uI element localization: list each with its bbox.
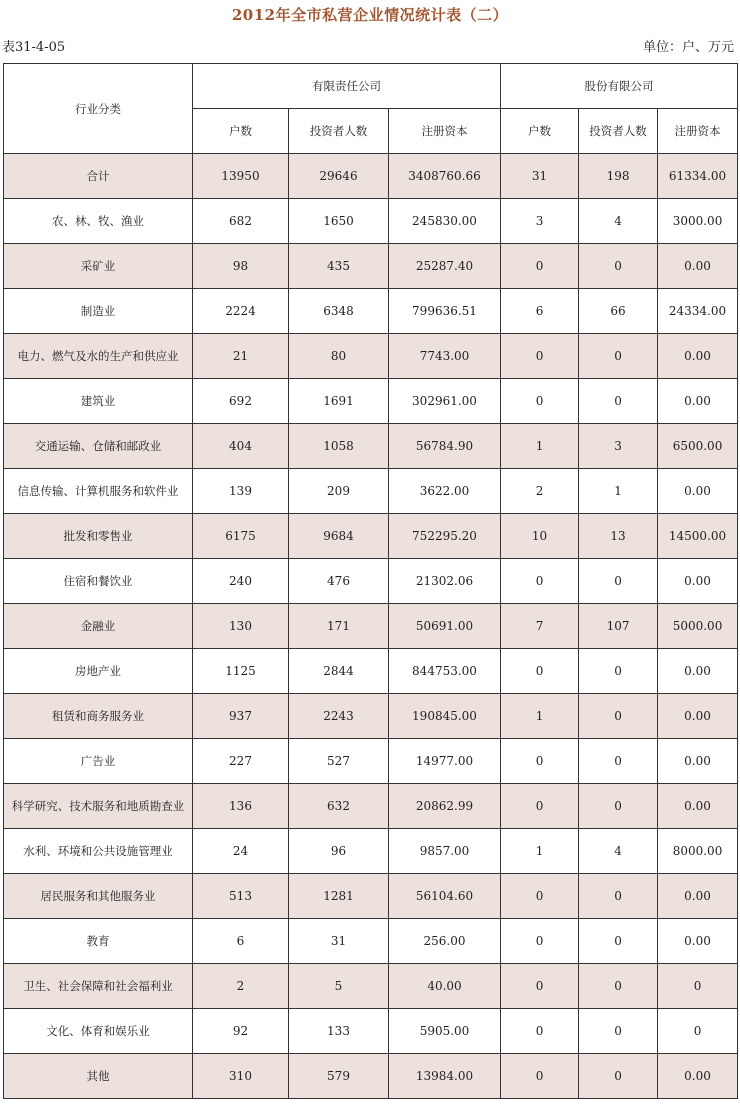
header-group-joint-stock: 股份有限公司 (501, 64, 738, 109)
jsc-households-cell: 0 (501, 334, 579, 379)
jsc-investors-cell: 0 (579, 244, 658, 289)
llc-households-cell: 513 (193, 874, 289, 919)
category-cell: 采矿业 (4, 244, 193, 289)
llc-capital-cell: 25287.40 (389, 244, 501, 289)
jsc-investors-cell: 1 (579, 469, 658, 514)
jsc-households-cell: 0 (501, 874, 579, 919)
llc-investors-cell: 1650 (289, 199, 389, 244)
category-cell: 房地产业 (4, 649, 193, 694)
jsc-capital-cell: 0.00 (658, 1054, 738, 1099)
table-row (4, 604, 738, 649)
table-row (4, 154, 738, 199)
llc-households-cell: 98 (193, 244, 289, 289)
jsc-capital-cell: 5000.00 (658, 604, 738, 649)
table-row (4, 784, 738, 829)
table-row (4, 334, 738, 379)
llc-investors-cell: 29646 (289, 154, 389, 199)
category-cell: 文化、体育和娱乐业 (4, 1009, 193, 1054)
jsc-investors-cell: 198 (579, 154, 658, 199)
llc-capital-cell: 799636.51 (389, 289, 501, 334)
llc-investors-cell: 1691 (289, 379, 389, 424)
table-row (4, 649, 738, 694)
jsc-households-cell: 0 (501, 559, 579, 604)
llc-capital-cell: 3622.00 (389, 469, 501, 514)
llc-households-cell: 136 (193, 784, 289, 829)
llc-investors-cell: 1058 (289, 424, 389, 469)
header-llc-capital: 注册资本 (389, 109, 501, 154)
category-cell: 广告业 (4, 739, 193, 784)
llc-households-cell: 92 (193, 1009, 289, 1054)
llc-capital-cell: 40.00 (389, 964, 501, 1009)
jsc-households-cell: 31 (501, 154, 579, 199)
llc-households-cell: 24 (193, 829, 289, 874)
jsc-households-cell: 0 (501, 964, 579, 1009)
category-cell: 建筑业 (4, 379, 193, 424)
llc-households-cell: 130 (193, 604, 289, 649)
jsc-investors-cell: 4 (579, 829, 658, 874)
jsc-investors-cell: 0 (579, 1054, 658, 1099)
category-cell: 水利、环境和公共设施管理业 (4, 829, 193, 874)
jsc-investors-cell: 0 (579, 649, 658, 694)
jsc-households-cell: 1 (501, 694, 579, 739)
jsc-households-cell: 1 (501, 829, 579, 874)
llc-capital-cell: 20862.99 (389, 784, 501, 829)
jsc-households-cell: 10 (501, 514, 579, 559)
category-cell: 住宿和餐饮业 (4, 559, 193, 604)
llc-investors-cell: 171 (289, 604, 389, 649)
jsc-investors-cell: 0 (579, 739, 658, 784)
jsc-investors-cell: 0 (579, 379, 658, 424)
jsc-households-cell: 6 (501, 289, 579, 334)
llc-households-cell: 2224 (193, 289, 289, 334)
llc-investors-cell: 9684 (289, 514, 389, 559)
llc-investors-cell: 80 (289, 334, 389, 379)
jsc-investors-cell: 0 (579, 874, 658, 919)
llc-households-cell: 692 (193, 379, 289, 424)
table-code: 表31-4-05 (2, 40, 66, 55)
jsc-households-cell: 0 (501, 919, 579, 964)
llc-capital-cell: 245830.00 (389, 199, 501, 244)
jsc-households-cell: 7 (501, 604, 579, 649)
jsc-capital-cell: 0.00 (658, 784, 738, 829)
jsc-households-cell: 0 (501, 1009, 579, 1054)
unit-label: 单位：户、万元 (642, 40, 734, 55)
table-row (4, 424, 738, 469)
jsc-capital-cell: 0.00 (658, 379, 738, 424)
header-jsc-households: 户数 (501, 109, 579, 154)
header-group-llc: 有限责任公司 (193, 64, 501, 109)
llc-households-cell: 227 (193, 739, 289, 784)
jsc-households-cell: 0 (501, 379, 579, 424)
llc-households-cell: 13950 (193, 154, 289, 199)
category-cell: 合计 (4, 154, 193, 199)
jsc-capital-cell: 0 (658, 1009, 738, 1054)
table-row (4, 559, 738, 604)
category-cell: 科学研究、技术服务和地质勘查业 (4, 784, 193, 829)
jsc-households-cell: 0 (501, 244, 579, 289)
jsc-capital-cell: 6500.00 (658, 424, 738, 469)
table-row (4, 694, 738, 739)
page-title: 2012年全市私营企业情况统计表（二） (231, 6, 509, 24)
jsc-investors-cell: 13 (579, 514, 658, 559)
category-cell: 租赁和商务服务业 (4, 694, 193, 739)
llc-households-cell: 2 (193, 964, 289, 1009)
jsc-households-cell: 3 (501, 199, 579, 244)
table-row (4, 289, 738, 334)
category-cell: 制造业 (4, 289, 193, 334)
jsc-investors-cell: 0 (579, 334, 658, 379)
jsc-investors-cell: 107 (579, 604, 658, 649)
llc-capital-cell: 844753.00 (389, 649, 501, 694)
jsc-capital-cell: 3000.00 (658, 199, 738, 244)
llc-capital-cell: 256.00 (389, 919, 501, 964)
jsc-capital-cell: 0.00 (658, 469, 738, 514)
category-cell: 信息传输、计算机服务和软件业 (4, 469, 193, 514)
jsc-investors-cell: 4 (579, 199, 658, 244)
table-row (4, 469, 738, 514)
header-jsc-capital: 注册资本 (658, 109, 738, 154)
llc-households-cell: 6175 (193, 514, 289, 559)
llc-capital-cell: 5905.00 (389, 1009, 501, 1054)
category-cell: 卫生、社会保障和社会福利业 (4, 964, 193, 1009)
llc-capital-cell: 14977.00 (389, 739, 501, 784)
llc-investors-cell: 2844 (289, 649, 389, 694)
llc-investors-cell: 2243 (289, 694, 389, 739)
llc-investors-cell: 527 (289, 739, 389, 784)
jsc-investors-cell: 0 (579, 919, 658, 964)
table-row (4, 1054, 738, 1099)
table-body (4, 154, 738, 1099)
llc-capital-cell: 9857.00 (389, 829, 501, 874)
header-llc-households: 户数 (193, 109, 289, 154)
jsc-households-cell: 0 (501, 784, 579, 829)
category-cell: 农、林、牧、渔业 (4, 199, 193, 244)
llc-households-cell: 6 (193, 919, 289, 964)
llc-capital-cell: 752295.20 (389, 514, 501, 559)
jsc-investors-cell: 0 (579, 964, 658, 1009)
jsc-capital-cell: 0.00 (658, 739, 738, 784)
llc-capital-cell: 56104.60 (389, 874, 501, 919)
llc-capital-cell: 7743.00 (389, 334, 501, 379)
jsc-households-cell: 0 (501, 1054, 579, 1099)
llc-households-cell: 310 (193, 1054, 289, 1099)
jsc-capital-cell: 14500.00 (658, 514, 738, 559)
jsc-capital-cell: 0.00 (658, 334, 738, 379)
jsc-capital-cell: 61334.00 (658, 154, 738, 199)
llc-investors-cell: 5 (289, 964, 389, 1009)
llc-investors-cell: 632 (289, 784, 389, 829)
jsc-investors-cell: 0 (579, 694, 658, 739)
jsc-investors-cell: 0 (579, 1009, 658, 1054)
llc-investors-cell: 579 (289, 1054, 389, 1099)
llc-investors-cell: 209 (289, 469, 389, 514)
llc-investors-cell: 133 (289, 1009, 389, 1054)
jsc-households-cell: 1 (501, 424, 579, 469)
jsc-investors-cell: 3 (579, 424, 658, 469)
llc-households-cell: 937 (193, 694, 289, 739)
category-cell: 居民服务和其他服务业 (4, 874, 193, 919)
llc-capital-cell: 3408760.66 (389, 154, 501, 199)
category-cell: 教育 (4, 919, 193, 964)
jsc-capital-cell: 0.00 (658, 919, 738, 964)
llc-capital-cell: 13984.00 (389, 1054, 501, 1099)
jsc-capital-cell: 0.00 (658, 559, 738, 604)
llc-households-cell: 1125 (193, 649, 289, 694)
table-row (4, 1009, 738, 1054)
category-cell: 电力、燃气及水的生产和供应业 (4, 334, 193, 379)
llc-investors-cell: 6348 (289, 289, 389, 334)
table-row (4, 919, 738, 964)
statistics-table (3, 63, 738, 1099)
llc-households-cell: 682 (193, 199, 289, 244)
jsc-households-cell: 0 (501, 739, 579, 784)
llc-investors-cell: 96 (289, 829, 389, 874)
llc-investors-cell: 1281 (289, 874, 389, 919)
table-row (4, 739, 738, 784)
jsc-investors-cell: 66 (579, 289, 658, 334)
table-row (4, 874, 738, 919)
llc-households-cell: 240 (193, 559, 289, 604)
llc-households-cell: 21 (193, 334, 289, 379)
header-jsc-investors: 投资者人数 (579, 109, 658, 154)
jsc-investors-cell: 0 (579, 559, 658, 604)
jsc-capital-cell: 8000.00 (658, 829, 738, 874)
llc-households-cell: 404 (193, 424, 289, 469)
llc-investors-cell: 31 (289, 919, 389, 964)
table-row (4, 964, 738, 1009)
llc-capital-cell: 56784.90 (389, 424, 501, 469)
header-llc-investors: 投资者人数 (289, 109, 389, 154)
jsc-households-cell: 2 (501, 469, 579, 514)
jsc-capital-cell: 0.00 (658, 874, 738, 919)
table-row (4, 829, 738, 874)
llc-investors-cell: 476 (289, 559, 389, 604)
llc-capital-cell: 190845.00 (389, 694, 501, 739)
jsc-capital-cell: 24334.00 (658, 289, 738, 334)
category-cell: 金融业 (4, 604, 193, 649)
llc-capital-cell: 302961.00 (389, 379, 501, 424)
table-row (4, 244, 738, 289)
llc-households-cell: 139 (193, 469, 289, 514)
header-category: 行业分类 (4, 64, 193, 154)
jsc-capital-cell: 0.00 (658, 694, 738, 739)
jsc-capital-cell: 0.00 (658, 649, 738, 694)
llc-capital-cell: 21302.06 (389, 559, 501, 604)
jsc-investors-cell: 0 (579, 784, 658, 829)
category-cell: 其他 (4, 1054, 193, 1099)
table-row (4, 379, 738, 424)
header-row-groups (4, 64, 738, 109)
jsc-capital-cell: 0 (658, 964, 738, 1009)
llc-investors-cell: 435 (289, 244, 389, 289)
jsc-households-cell: 0 (501, 649, 579, 694)
table-row (4, 199, 738, 244)
jsc-capital-cell: 0.00 (658, 244, 738, 289)
category-cell: 交通运输、仓储和邮政业 (4, 424, 193, 469)
category-cell: 批发和零售业 (4, 514, 193, 559)
llc-capital-cell: 50691.00 (389, 604, 501, 649)
table-row (4, 514, 738, 559)
